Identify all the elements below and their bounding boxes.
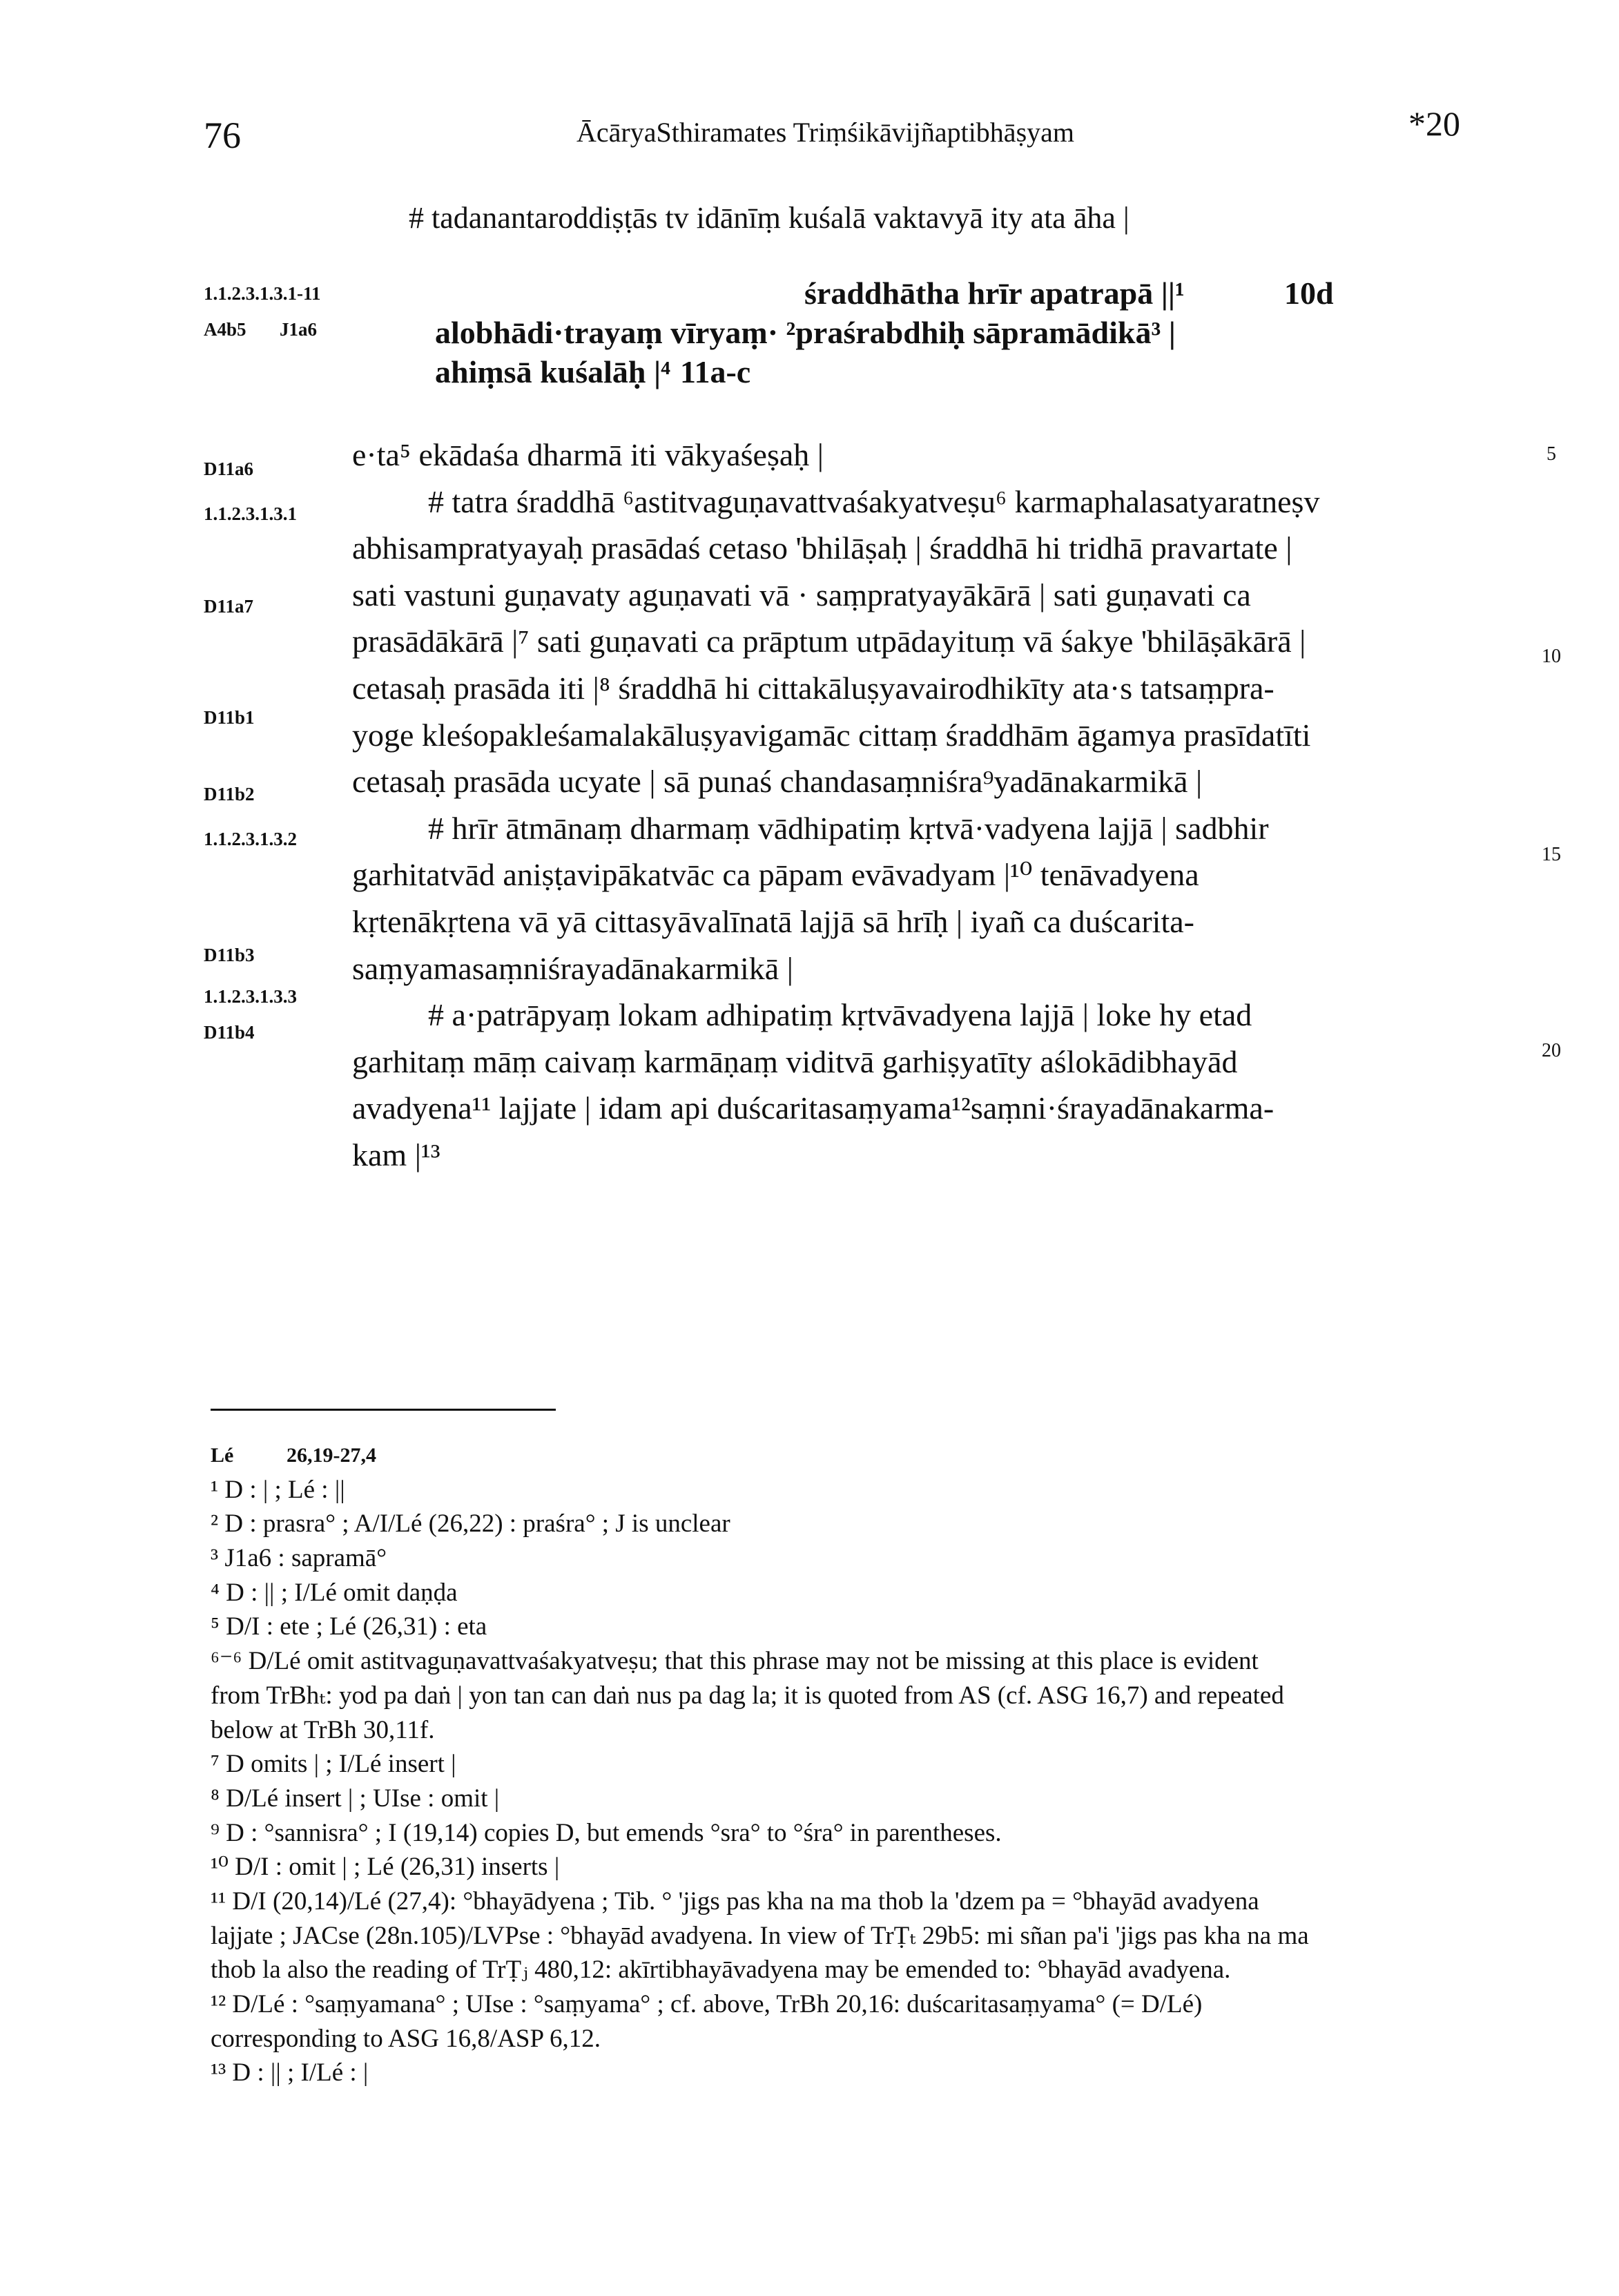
footnote: ¹⁰ D/I : omit | ; Lé (26,31) inserts | [211, 1853, 560, 1882]
footnote: ³ J1a6 : sapramā° [211, 1544, 387, 1573]
margin-ref: D11a6 [204, 459, 254, 479]
margin-ref: D11b1 [204, 707, 255, 728]
page-number: 76 [204, 115, 241, 156]
text-line: # hrīr ātmānaṃ dharmaṃ vādhipatiṃ kṛtvā·vadyena lajjā | sadbhir [428, 810, 1269, 846]
text-line: cetasaḥ prasāda iti |⁸ śraddhā hi cittakāluṣyavairodhikīty ata·s tatsaṃpra- [352, 670, 1274, 706]
verse-number-2: 11a-c [680, 354, 751, 389]
margin-ref: 1.1.2.3.1.3.2 [204, 829, 297, 849]
footnote: ¹³ D : || ; I/Lé : | [211, 2058, 369, 2087]
text-line: # a·patrāpyaṃ lokam adhipatiṃ kṛtvāvadyena lajjā | loke hy etad [428, 997, 1252, 1033]
text-line: cetasaḥ prasāda ucyate | sā punaś chandasaṃniśra⁹yadānakarmikā | [352, 764, 1203, 800]
text-line: e·ta⁵ ekādaśa dharmā iti vākyaśeṣaḥ | [352, 437, 824, 472]
footnote: ¹ D : | ; Lé : || [211, 1475, 345, 1504]
verse-line-3: ahiṃsā kuśalāḥ |⁴ [435, 354, 670, 389]
footnote-source-ref: 26,19-27,4 [287, 1444, 376, 1467]
commentary-text [352, 432, 1484, 1179]
margin-ref: D11b4 [204, 1022, 255, 1043]
line-number: 10 [1542, 646, 1561, 667]
footnote: ⁹ D : °sannisra° ; I (19,14) copies D, but emends °sra° to °śra° in parentheses. [211, 1818, 1002, 1847]
footnote-source-label: Lé [211, 1444, 234, 1467]
verse-number-1: 10d [1284, 276, 1334, 311]
verse-ref: 1.1.2.3.1.3.1-11 [204, 283, 321, 304]
footnote: ⁵ D/I : ete ; Lé (26,31) : eta [211, 1612, 487, 1641]
text-line: garhitaṃ māṃ caivaṃ karmāṇaṃ viditvā garhiṣyatīty aślokādibhayād [352, 1043, 1238, 1079]
intro-line: # tadanantaroddiṣṭās tv idānīṃ kuśalā vaktavyā ity ata āha | [409, 201, 1130, 235]
text-line: kam |¹³ [352, 1137, 440, 1173]
footnote: ¹² D/Lé : °saṃyamana° ; UIse : °saṃyama° ; cf. above, TrBh 20,16: duścaritasaṃyama° (= D/Lé) [211, 1990, 1203, 2018]
text-line: kṛtenākṛtena vā yā cittasyāvalīnatā lajjā sā hrīḥ | iyañ ca duścarita- [352, 903, 1194, 939]
margin-ref: D11b2 [204, 784, 255, 804]
footnote: thob la also the reading of TrṬⱼ 480,12: akīrtibhayāvadyena may be emended to: °bhayād avadyena. [211, 1956, 1231, 1985]
footnote: ⁴ D : || ; I/Lé omit daṇḍa [211, 1578, 458, 1607]
margin-ref: 1.1.2.3.1.3.3 [204, 986, 297, 1007]
running-title: ĀcāryaSthiramates Triṃśikāvijñaptibhāṣyam [576, 117, 1074, 148]
margin-ref: 1.1.2.3.1.3.1 [204, 503, 297, 524]
verse-line-1: śraddhātha hrīr apatrapā ||¹ [804, 276, 1185, 311]
footnotes [211, 1438, 1509, 2090]
page-code: *20 [1408, 104, 1460, 143]
margin-ref: D11a7 [204, 596, 254, 617]
footnote: corresponding to ASG 16,8/ASP 6,12. [211, 2024, 601, 2053]
text-line: # tatra śraddhā ⁶astitvaguṇavattvaśakyatveṣu⁶ karmaphalasatyaratneṣv [428, 483, 1320, 519]
verse-line-2: alobhādi·trayaṃ vīryaṃ· ²praśrabdhiḥ sāpramādikā³ | [435, 315, 1176, 350]
footnote: ⁷ D omits | ; I/Lé insert | [211, 1750, 456, 1779]
text-line: garhitatvād aniṣṭavipākatvāc ca pāpam evāvadyam |¹⁰ tenāvadyena [352, 857, 1199, 893]
footnote: lajjate ; JACse (28n.105)/LVPse : °bhayād avadyena. In view of TrṬₜ 29b5: mi sñan pa'i 'jigs pas kha na ma [211, 1921, 1309, 1950]
text-line: avadyena¹¹ lajjate | idam api duścaritasaṃyama¹²saṃni·śrayadānakarma- [352, 1090, 1274, 1126]
margin-ref: D11b3 [204, 945, 255, 965]
text-line: yoge kleśopakleśamalakāluṣyavigamāc cittaṃ śraddhām āgamya prasīdatīti [352, 717, 1311, 753]
text-line: prasādākārā |⁷ sati guṇavati ca prāptum utpādayituṃ vā śakye 'bhilāṣākārā | [352, 624, 1306, 659]
text-line: sati vastuni guṇavaty aguṇavati vā · saṃpratyayākārā | sati guṇavati ca [352, 577, 1251, 612]
verse-ref-manuscript-a: A4b5 [204, 319, 246, 340]
footnote: ¹¹ D/I (20,14)/Lé (27,4): °bhayādyena ; Tib. ° 'jigs pas kha na ma thob la 'dzem pa = °bhayād avadyena [211, 1887, 1259, 1916]
line-number: 20 [1542, 1040, 1561, 1061]
footnote: from TrBhₜ: yod pa daṅ | yon tan can daṅ nus pa dag la; it is quoted from AS (cf. ASG 16,7) and repeated [211, 1681, 1284, 1710]
footnote: ⁶⁻⁶ D/Lé omit astitvaguṇavattvaśakyatveṣu; that this phrase may not be missing at this place is evident [211, 1647, 1259, 1676]
line-number: 15 [1542, 844, 1561, 865]
text-line: abhisampratyayaḥ prasādaś cetaso 'bhilāṣaḥ | śraddhā hi tridhā pravartate | [352, 530, 1292, 566]
verse-ref-manuscript-j: J1a6 [280, 319, 317, 340]
footnote: ⁸ D/Lé insert | ; UIse : omit | [211, 1784, 500, 1813]
footnote: ² D : prasra° ; A/I/Lé (26,22) : praśra° ; J is unclear [211, 1509, 730, 1538]
text-line: saṃyamasaṃniśrayadānakarmikā | [352, 950, 793, 986]
footnote-rule [211, 1409, 556, 1411]
footnote: below at TrBh 30,11f. [211, 1715, 435, 1744]
footnote-source [211, 1438, 1509, 1473]
line-number: 5 [1547, 443, 1556, 465]
